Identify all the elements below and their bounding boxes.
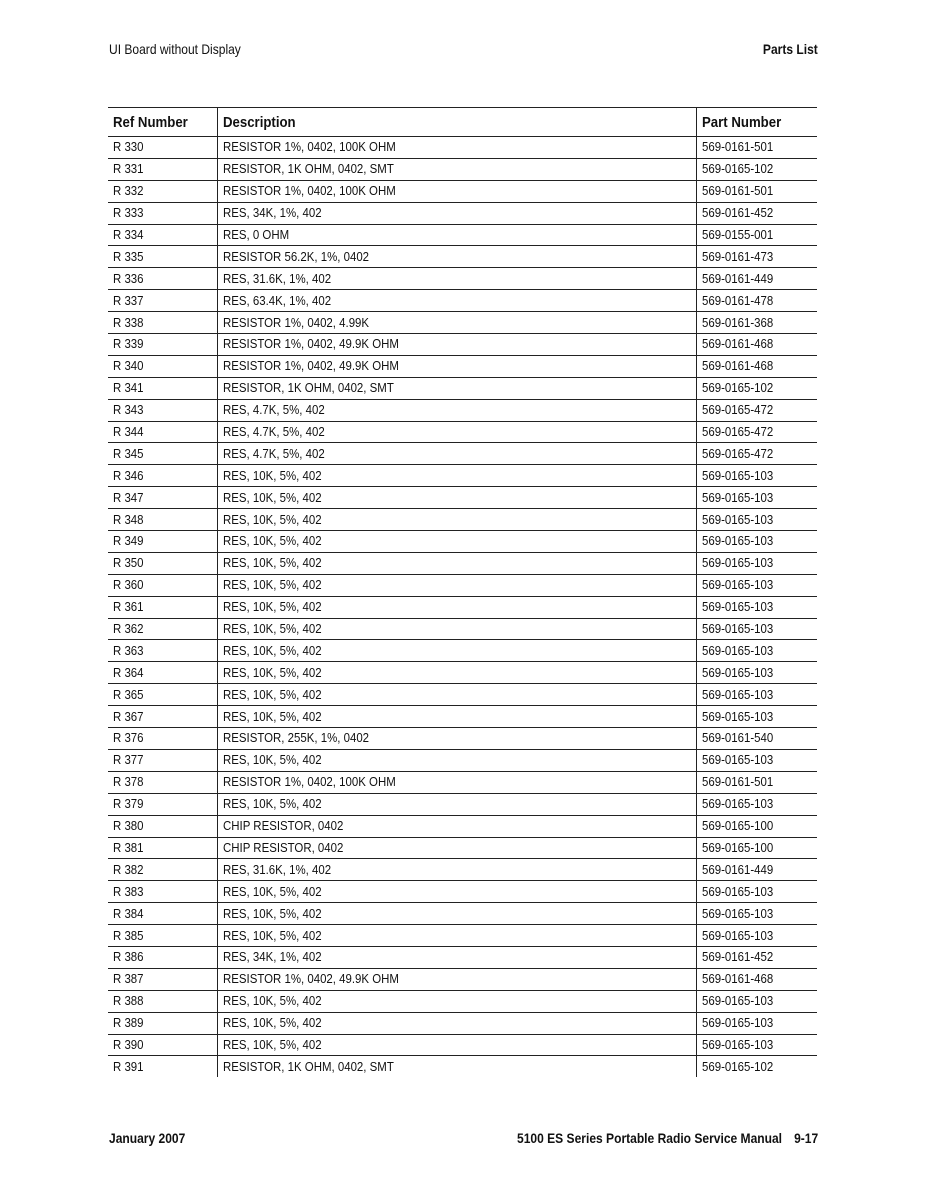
chapter-title: Parts List [763,41,818,57]
description-cell: RES, 63.4K, 1%, 402 [217,290,696,312]
part-number-cell: 569-0165-103 [696,903,817,925]
part-number-cell: 569-0165-103 [696,552,817,574]
table-row [108,202,817,224]
table-row [108,246,817,268]
part-number-cell: 569-0165-103 [696,465,817,487]
table-row [108,925,817,947]
description-cell: RES, 34K, 1%, 402 [217,202,696,224]
table-row [108,968,817,990]
ref-number-cell: R 382 [108,859,217,881]
table-row [108,180,817,202]
part-number-cell: 569-0161-468 [696,334,817,356]
ref-number-cell: R 386 [108,946,217,968]
ref-number-cell: R 345 [108,443,217,465]
description-cell: RES, 31.6K, 1%, 402 [217,268,696,290]
part-number-cell: 569-0161-449 [696,268,817,290]
ref-number-cell: R 347 [108,487,217,509]
description-cell: RESISTOR, 255K, 1%, 0402 [217,728,696,750]
column-header-ref-number: Ref Number [108,108,217,137]
table-row [108,903,817,925]
part-number-cell: 569-0161-452 [696,946,817,968]
ref-number-cell: R 362 [108,618,217,640]
ref-number-cell: R 364 [108,662,217,684]
column-header-description: Description [217,108,696,137]
description-cell: RES, 10K, 5%, 402 [217,793,696,815]
table-header-row [108,108,817,137]
ref-number-cell: R 344 [108,421,217,443]
table-row [108,793,817,815]
description-cell: RESISTOR 1%, 0402, 100K OHM [217,180,696,202]
part-number-cell: 569-0161-452 [696,202,817,224]
table-row [108,1012,817,1034]
ref-number-cell: R 385 [108,925,217,947]
ref-number-cell: R 391 [113,1058,144,1074]
ref-number-cell: R 339 [108,334,217,356]
part-number-cell: 569-0165-103 [696,1034,817,1056]
table-row [108,946,817,968]
ref-number-cell: R 379 [108,793,217,815]
part-number-cell: 569-0161-473 [696,246,817,268]
description-cell: RES, 10K, 5%, 402 [217,574,696,596]
description-cell: RESISTOR 1%, 0402, 49.9K OHM [217,334,696,356]
description-cell: RES, 10K, 5%, 402 [217,465,696,487]
table-row [108,662,817,684]
table-row [108,771,817,793]
table-row [108,224,817,246]
table-row [108,552,817,574]
part-number-cell: 569-0165-103 [696,531,817,553]
part-number-cell: 569-0165-100 [696,837,817,859]
part-number-cell: 569-0161-501 [696,137,817,159]
ref-number-cell: R 338 [108,312,217,334]
table-row [108,355,817,377]
description-cell: RES, 10K, 5%, 402 [217,990,696,1012]
part-number-cell: 569-0161-540 [696,728,817,750]
description-cell: RES, 10K, 5%, 402 [217,487,696,509]
ref-number-cell: R 377 [108,749,217,771]
description-cell: RES, 0 OHM [217,224,696,246]
part-number-cell: 569-0165-102 [696,158,817,180]
table-row [108,487,817,509]
description-cell: RES, 10K, 5%, 402 [217,749,696,771]
description-cell: RES, 10K, 5%, 402 [217,925,696,947]
description-cell: RESISTOR 1%, 0402, 49.9K OHM [217,968,696,990]
description-cell: RES, 4.7K, 5%, 402 [217,443,696,465]
ref-number-cell: R 341 [108,377,217,399]
part-number-cell: 569-0165-103 [696,509,817,531]
ref-number-cell: R 360 [108,574,217,596]
part-number-cell: 569-0161-368 [696,312,817,334]
table-row [108,509,817,531]
part-number-cell: 569-0165-103 [696,662,817,684]
ref-number-cell: R 365 [108,684,217,706]
description-cell: RESISTOR, 1K OHM, 0402, SMT [217,377,696,399]
ref-number-cell: R 330 [108,137,217,159]
ref-number-cell: R 335 [108,246,217,268]
ref-number-cell: R 333 [108,202,217,224]
table-row [108,749,817,771]
parts-table-body [108,137,817,1078]
table-row [108,990,817,1012]
part-number-cell: 569-0161-501 [696,771,817,793]
description-cell: RES, 10K, 5%, 402 [217,618,696,640]
table-row [108,728,817,750]
description-cell: RES, 10K, 5%, 402 [217,1034,696,1056]
description-cell: RESISTOR 1%, 0402, 49.9K OHM [217,355,696,377]
table-row [108,268,817,290]
description-cell: RES, 10K, 5%, 402 [217,640,696,662]
part-number-cell: 569-0165-472 [696,399,817,421]
table-row [108,618,817,640]
table-row [108,815,817,837]
table-row [108,1056,817,1077]
part-number-cell: 569-0165-103 [696,706,817,728]
part-number-cell: 569-0165-103 [696,640,817,662]
description-cell: RESISTOR 1%, 0402, 100K OHM [217,771,696,793]
description-cell: CHIP RESISTOR, 0402 [217,837,696,859]
table-row [108,596,817,618]
part-number-cell: 569-0165-103 [696,793,817,815]
description-cell: RES, 10K, 5%, 402 [217,552,696,574]
description-cell: RES, 10K, 5%, 402 [217,1012,696,1034]
part-number-cell: 569-0165-103 [696,596,817,618]
footer-manual-info [517,1130,818,1146]
part-number-cell: 569-0165-102 [696,377,817,399]
part-number-cell: 569-0165-103 [696,574,817,596]
ref-number-cell: R 350 [108,552,217,574]
ref-number-cell: R 361 [108,596,217,618]
part-number-cell: 569-0165-103 [696,881,817,903]
parts-list-table [108,107,817,1077]
ref-number-cell: R 340 [108,355,217,377]
ref-number-cell: R 332 [108,180,217,202]
table-row [108,377,817,399]
ref-number-cell: R 380 [108,815,217,837]
ref-number-cell: R 384 [108,903,217,925]
table-row [108,881,817,903]
ref-number-cell: R 343 [108,399,217,421]
description-cell: RES, 31.6K, 1%, 402 [217,859,696,881]
table-row [108,837,817,859]
table-row [108,158,817,180]
page-number: 9-17 [793,1130,818,1146]
part-number-cell: 569-0161-501 [696,180,817,202]
description-cell: RES, 10K, 5%, 402 [217,684,696,706]
description-cell: RES, 10K, 5%, 402 [217,706,696,728]
part-number-cell: 569-0165-103 [696,684,817,706]
ref-number-cell: R 389 [108,1012,217,1034]
description-cell: RES, 10K, 5%, 402 [217,531,696,553]
ref-number-cell: R 383 [108,881,217,903]
ref-number-cell: R 348 [108,509,217,531]
description-cell: RES, 34K, 1%, 402 [217,946,696,968]
table-row [108,684,817,706]
table-row [108,859,817,881]
ref-number-cell: R 378 [108,771,217,793]
description-cell: RESISTOR 1%, 0402, 4.99K [217,312,696,334]
ref-number-cell: R 388 [108,990,217,1012]
ref-number-cell: R 336 [108,268,217,290]
ref-number-cell: R 346 [108,465,217,487]
part-number-cell: 569-0155-001 [696,224,817,246]
part-number-cell: 569-0165-103 [696,1012,817,1034]
description-cell: RES, 10K, 5%, 402 [217,903,696,925]
part-number-cell: 569-0161-468 [696,968,817,990]
description-cell: RES, 10K, 5%, 402 [217,881,696,903]
section-title: UI Board without Display [109,41,241,57]
table-row [108,312,817,334]
table-row [108,334,817,356]
ref-number-cell: R 390 [108,1034,217,1056]
description-cell: RESISTOR 56.2K, 1%, 0402 [217,246,696,268]
description-cell: RES, 4.7K, 5%, 402 [217,421,696,443]
table-row [108,640,817,662]
ref-number-cell: R 331 [108,158,217,180]
ref-number-cell: R 363 [108,640,217,662]
ref-number-cell: R 349 [108,531,217,553]
ref-number-cell: R 337 [108,290,217,312]
table-row [108,421,817,443]
column-header-part-number: Part Number [696,108,817,137]
part-number-cell: 569-0165-102 [696,1056,817,1077]
table-row [108,531,817,553]
table-row [108,1034,817,1056]
table-row [108,574,817,596]
part-number-cell: 569-0161-468 [696,355,817,377]
description-cell: RESISTOR, 1K OHM, 0402, SMT [217,1056,696,1077]
description-cell: RES, 10K, 5%, 402 [217,509,696,531]
footer-manual-title: 5100 ES Series Portable Radio Service Manual [516,1130,782,1146]
description-cell: RES, 4.7K, 5%, 402 [217,399,696,421]
description-cell: RES, 10K, 5%, 402 [217,662,696,684]
ref-number-cell: R 381 [108,837,217,859]
table-row [108,290,817,312]
footer-date: January 2007 [109,1130,186,1146]
part-number-cell: 569-0161-478 [696,290,817,312]
table-row [108,137,817,159]
ref-number-cell: R 387 [108,968,217,990]
part-number-cell: 569-0165-103 [696,487,817,509]
part-number-cell: 569-0165-103 [696,749,817,771]
table-row [108,706,817,728]
description-cell: RESISTOR, 1K OHM, 0402, SMT [217,158,696,180]
part-number-cell: 569-0165-100 [696,815,817,837]
table-row [108,399,817,421]
ref-number-cell: R 367 [108,706,217,728]
part-number-cell: 569-0165-103 [696,618,817,640]
part-number-cell: 569-0165-103 [696,990,817,1012]
part-number-cell: 569-0165-472 [696,421,817,443]
part-number-cell: 569-0165-472 [696,443,817,465]
table-row [108,443,817,465]
description-cell: CHIP RESISTOR, 0402 [217,815,696,837]
ref-number-cell: R 334 [108,224,217,246]
part-number-cell: 569-0165-103 [696,925,817,947]
table-row [108,465,817,487]
description-cell: RES, 10K, 5%, 402 [217,596,696,618]
ref-number-cell: R 376 [108,728,217,750]
description-cell: RESISTOR 1%, 0402, 100K OHM [217,137,696,159]
part-number-cell: 569-0161-449 [696,859,817,881]
